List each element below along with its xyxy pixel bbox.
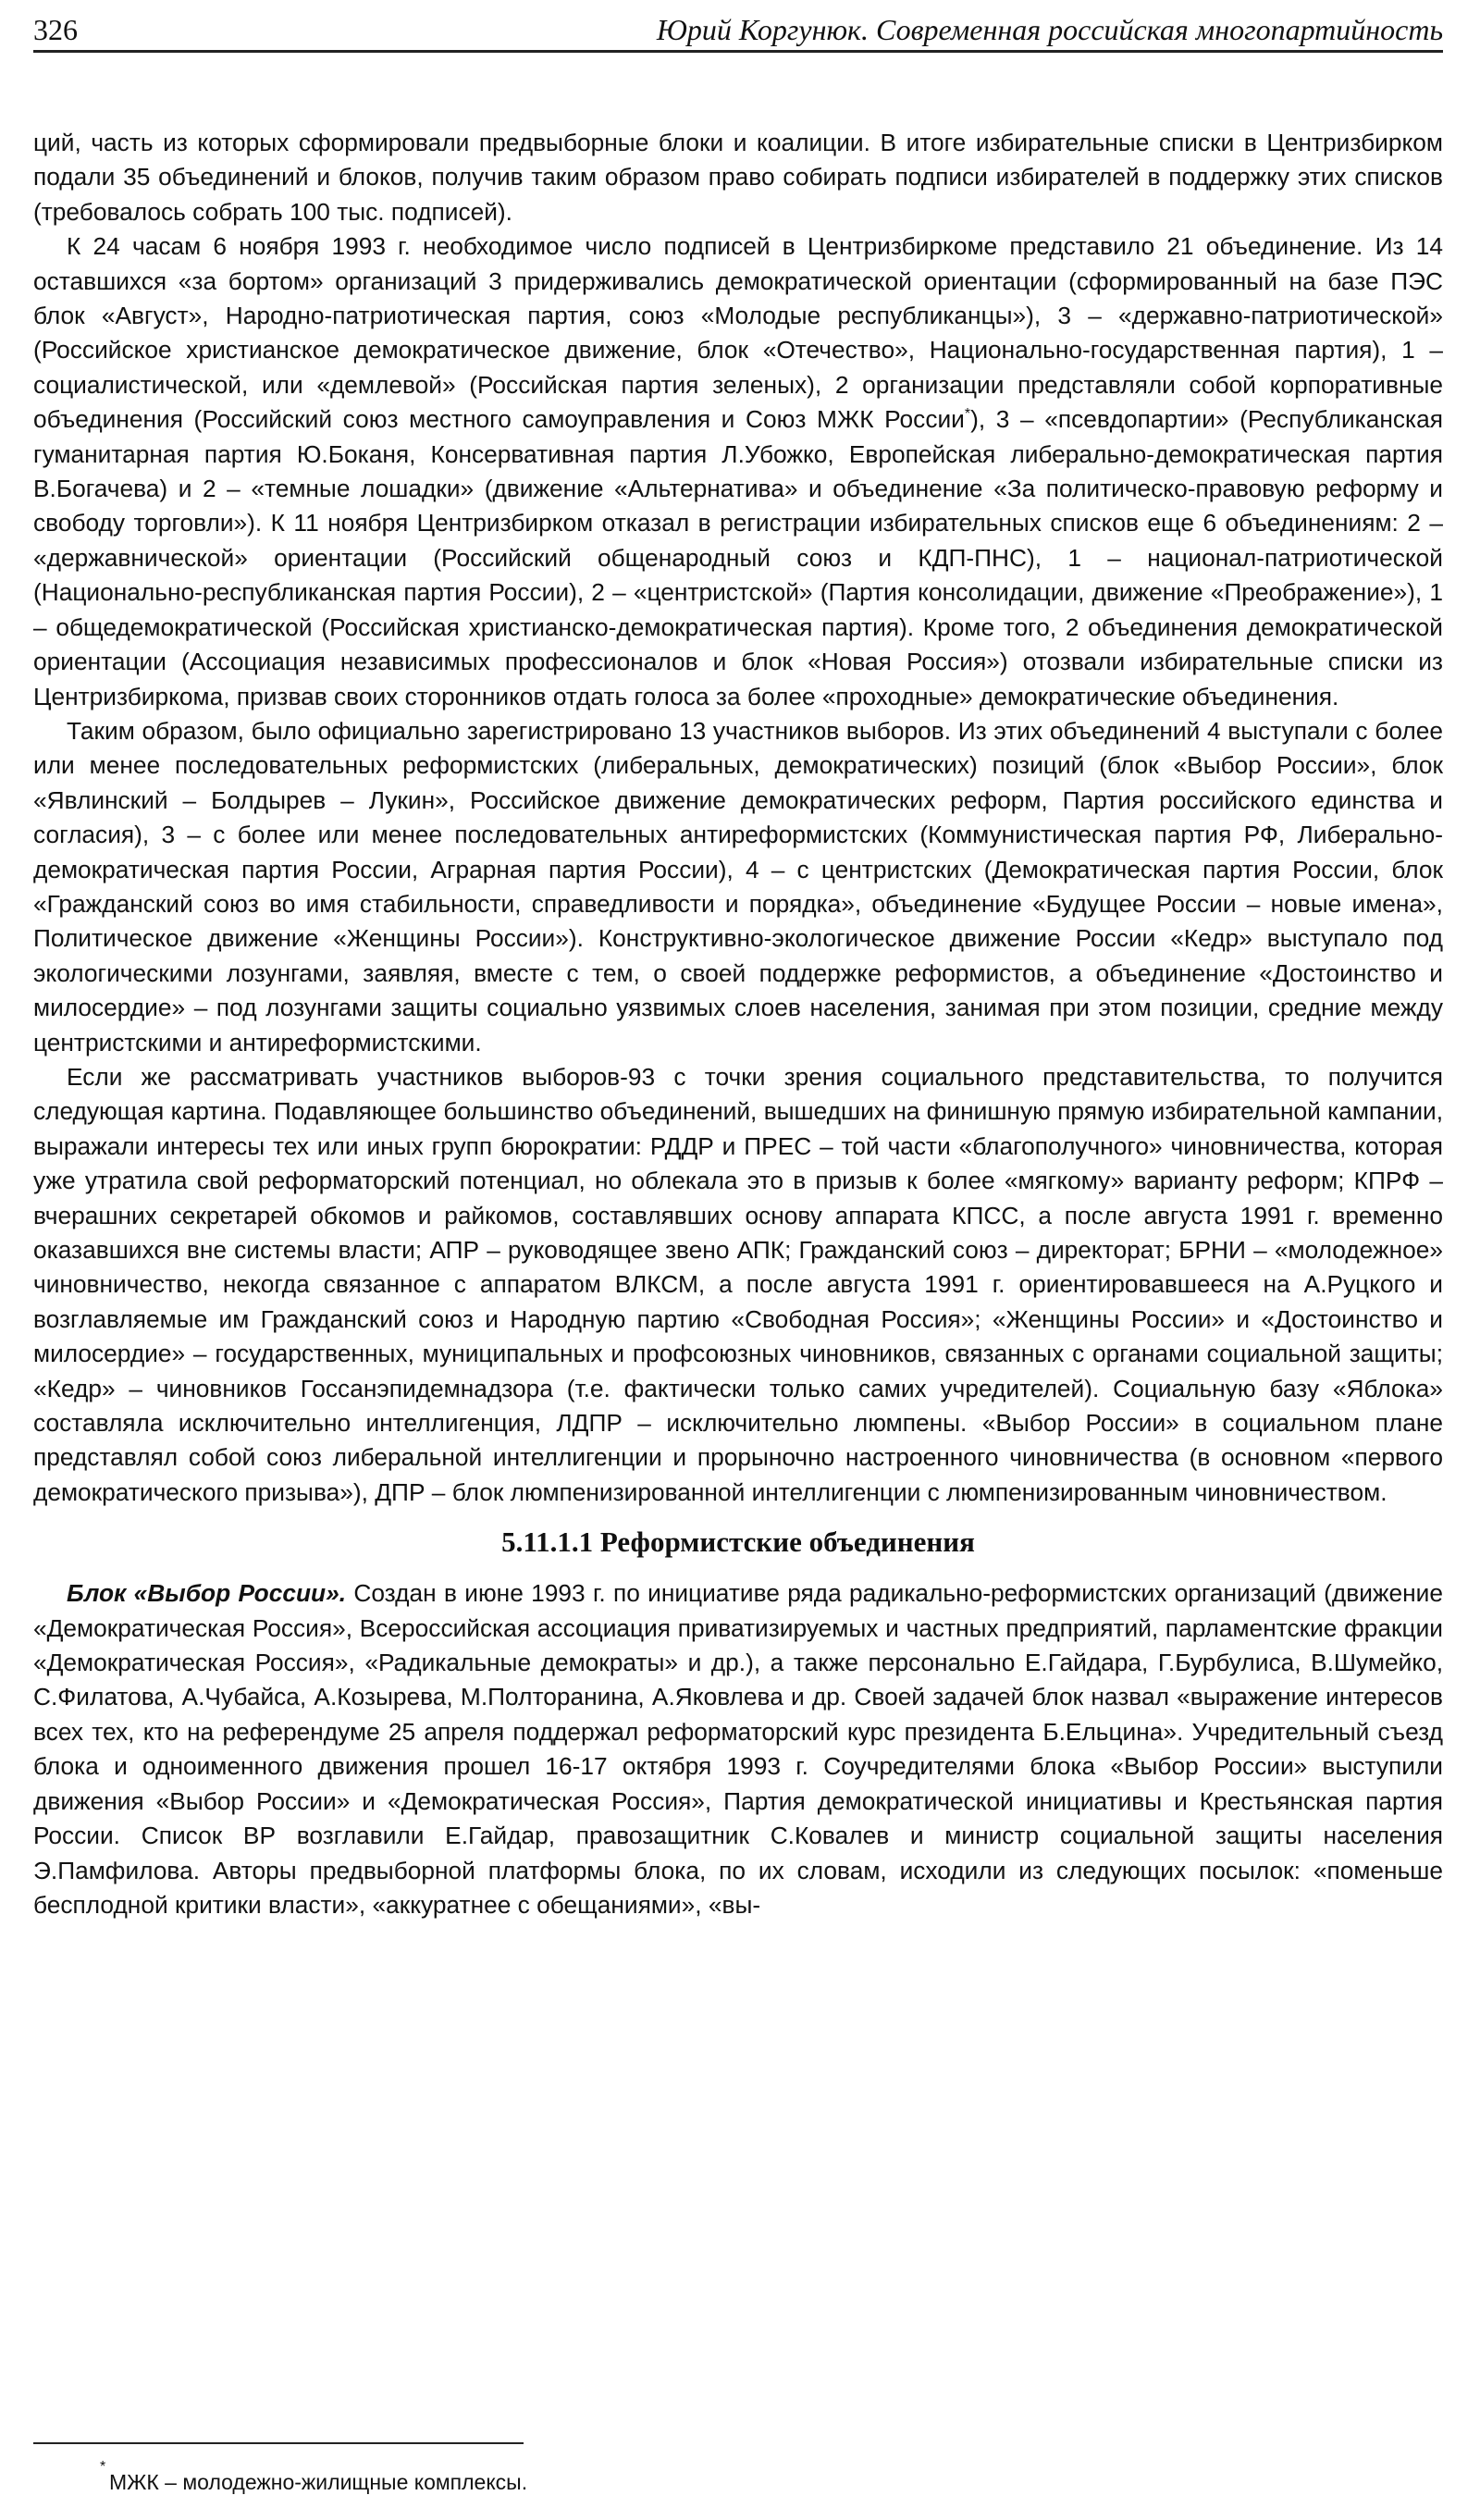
main-text (33, 126, 1443, 1922)
footnote-text: МЖК – молодежно-жилищные комплексы. (109, 2470, 528, 2494)
footnote-mark: * (100, 2459, 106, 2475)
running-title: Юрий Коргунюк. Современная российская многопартийность (656, 13, 1443, 46)
paragraph-social-representation: Если же рассматривать участников выборов-93 с точки зрения социального представительства, то получится следующая картина. Подавляющее большинство объединений, вышедших на финишную прямую избирательной кампании, выражали интересы тех или иных групп бюрократии: РДДР и ПРЕС – той части «благополучного» чиновничества, которая уже утратила свой реформаторский потенциал, но облекала это в призыв к более «мягкому» варианту реформ; КПРФ – вчерашних секретарей обкомов и райкомов, составлявших основу аппарата КПСС, а после августа 1991 г. временно оказавшихся вне системы власти; АПР – руководящее звено АПК; Гражданский союз – директорат; БРНИ – «молодежное» чиновничество, некогда связанное с аппаратом ВЛКСМ, а после августа 1991 г. ориентировавшееся на А.Руцкого и возглавляемые им Гражданский союз и Народную партию «Свободная Россия»; «Женщины России» и «Достоинство и милосердие» – государственных, муниципальных и профсоюзных чиновников, связанных с органами социальной защиты; «Кедр» – чиновников Госсанэпидемнадзора (т.е. фактически только самих учредителей). Социальную базу «Яблока» составляла исключительно интеллигенция, ЛДПР – исключительно люмпены. «Выбор России» в социальном плане представлял собой союз либеральной интеллигенции и прорыночно настроенного чиновничества (в основном «первого демократического призыва»), ДПР – блок люмпенизированной интеллигенции с люмпенизированным чиновничеством. (33, 1062, 1443, 1506)
paragraph-text: Создан в июне 1993 г. по инициативе ряда радикально-реформистских организаций (движение «Демократическая Россия», Всероссийская ассоциация приватизируемых и частных предприятий, парламентские фракции «Демократическая Россия», «Радикальные демократы» и др.), а также персонально Е.Гайдара, Г.Бурбулиса, В.Шумейко, С.Филатова, А.Чубайса, А.Козырева, М.Полторанина, А.Яковлева и др. Своей задачей блок назвал «выражение интересов всех тех, кто на референдуме 25 апреля поддержал реформаторский курс президента Б.Ельцина». Учредительный съезд блока и одноименного движения прошел 16-17 октября 1993 г. Соучредителями блока «Выбор России» выступили движения «Выбор России» и «Демократическая Россия», Партия демократической инициативы и Крестьянская партия России. Список ВР возглавили Е.Гайдар, правозащитник С.Ковалев и министр социальной защиты населения Э.Памфилова. Авторы предвыборной платформы блока, по их словам, исходили из следующих посылок: «поменьше бесплодной критики власти», «аккуратнее с обещаниями», «вы- (33, 1579, 1443, 1919)
footnote (100, 2459, 1312, 2496)
paragraph-registration (33, 229, 1443, 714)
page-number: 326 (33, 13, 78, 46)
running-header (33, 9, 1443, 53)
section-heading: 5.11.1.1 Реформистские объединения (501, 1526, 975, 1559)
footnote-divider (33, 2442, 524, 2444)
paragraph-continuation: ций, часть из которых сформировали предвыборные блоки и коалиции. В итоге избирательные списки в Центризбирком подали 35 объединений и блоков, получив таким образом право собирать подписи избирателей в поддержку этих списков (требовалось собрать 100 тыс. подписей). (33, 129, 1443, 226)
paragraph-text: К 24 часам 6 ноября 1993 г. необходимое число подписей в Центризбиркоме представило 21 объединение. Из 14 оставшихся «за бортом» организаций 3 придерживались демократической ориентации (сформированный на базе ПЭС блок «Август», Народно-патриотическая партия, союз «Молодые республиканцы»), 3 – «державно-патриотической» (Российское христианское демократическое движение, блок «Отечество», Национально-государственная партия), 1 – социалистической, или «демлевой» (Российская партия зеленых), 2 организации представляли собой корпоративные объединения (Российский союз местного самоуправления и Союз МЖК России (33, 232, 1443, 434)
paragraph-vybor-rossii (33, 1576, 1443, 1922)
paragraph-participants: Таким образом, было официально зарегистрировано 13 участников выборов. Из этих объединений 4 выступали с более или менее последовательных реформистских (либеральных, демократических) позиций (блок «Выбор России», блок «Явлинский – Болдырев – Лукин», Российское движение демократических реформ, Партия российского единства и согласия), 3 – с более или менее последовательных антиреформистских (Коммунистическая партия РФ, Либерально-демократическая партия России, Аграрная партия России), 4 – с центристских (Демократическая партия России, блок «Гражданский союз во имя стабильности, справедливости и порядка», объединение «Будущее России – новые имена», Политическое движение «Женщины России»). Конструктивно-экологическое движение России «Кедр» выступало под экологическими лозунгами, заявляя, вместе с тем, о своей поддержке реформистов, а объединение «Достоинство и милосердие» – под лозунгами защиты социально уязвимых слоев населения, занимая при этом позиции, средние между центристскими и антиреформистскими. (33, 716, 1443, 1056)
footnote-reference: * (964, 406, 971, 423)
paragraph-lead-term: Блок «Выбор России». (67, 1579, 347, 1608)
paragraph-text: ), 3 – «псевдопартии» (Республиканская гуманитарная партия Ю.Боканя, Консервативная партия Л.Убожко, Европейская либерально-демократическая партия В.Богачева) и 2 – «темные лошадки» (движение «Альтернатива» и объединение «За политическо-правовую реформу и свободу торговли»). К 11 ноября Центризбирком отказал в регистрации избирательных списков еще 6 объединениям: 2 – «державнической» ориентации (Российский общенародный союз и КДП-ПНС), 1 – национал-патриотической (Национально-республиканская партия России), 2 – «центристской» (Партия консолидации, движение «Преображение»), 1 – общедемократической (Российская христианско-демократическая партия). Кроме того, 2 объединения демократической ориентации (Ассоциация независимых профессионалов и блок «Новая Россия») отозвали избирательные списки из Центризбиркома, призвав своих сторонников отдать голоса за более «проходные» демократические объединения. (33, 405, 1444, 710)
